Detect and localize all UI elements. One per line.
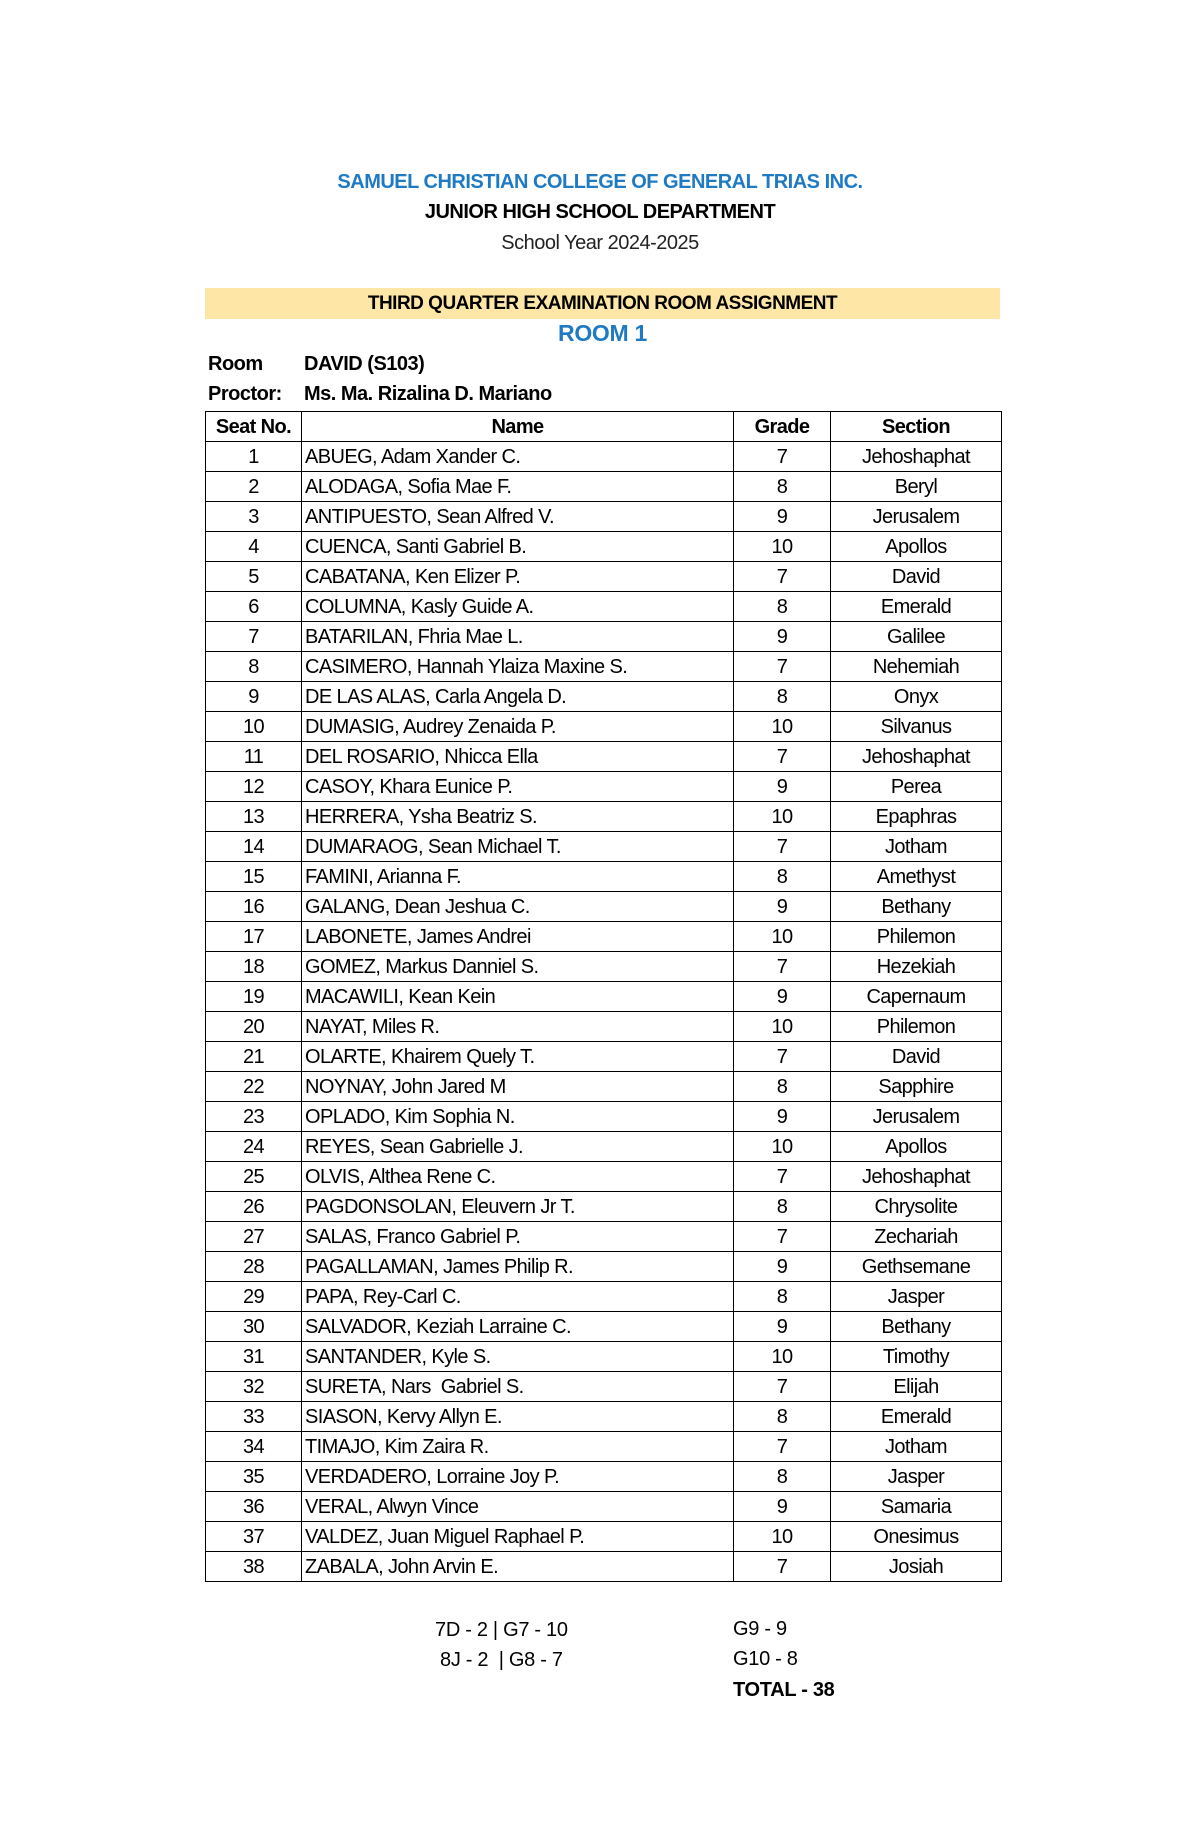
section-cell: Samaria xyxy=(831,1492,1002,1522)
seat-cell: 21 xyxy=(206,1042,302,1072)
section-cell: Timothy xyxy=(831,1342,1002,1372)
section-cell: Philemon xyxy=(831,1012,1002,1042)
seat-cell: 6 xyxy=(206,592,302,622)
seat-cell: 20 xyxy=(206,1012,302,1042)
seat-cell: 4 xyxy=(206,532,302,562)
room-label: ROOM 1 xyxy=(558,320,647,346)
grade-cell: 8 xyxy=(734,682,831,712)
seat-cell: 24 xyxy=(206,1132,302,1162)
grade-cell: 7 xyxy=(734,1432,831,1462)
seat-cell: 5 xyxy=(206,562,302,592)
seat-cell: 11 xyxy=(206,742,302,772)
name-cell: PAPA, Rey-Carl C. xyxy=(302,1282,734,1312)
table-row xyxy=(206,892,1002,922)
grade-cell: 10 xyxy=(734,712,831,742)
column-header-seat: Seat No. xyxy=(206,412,302,442)
section-cell: Beryl xyxy=(831,472,1002,502)
section-cell: Bethany xyxy=(831,892,1002,922)
room-value: DAVID (S103) xyxy=(304,353,425,375)
name-cell: OLVIS, Althea Rene C. xyxy=(302,1162,734,1192)
table-row xyxy=(206,1462,1002,1492)
grade-cell: 8 xyxy=(734,1072,831,1102)
proctor-key: Proctor: xyxy=(208,383,282,405)
name-cell: DEL ROSARIO, Nhicca Ella xyxy=(302,742,734,772)
seat-cell: 12 xyxy=(206,772,302,802)
name-cell: CASIMERO, Hannah Ylaiza Maxine S. xyxy=(302,652,734,682)
seat-cell: 29 xyxy=(206,1282,302,1312)
seat-cell: 19 xyxy=(206,982,302,1012)
name-cell: OPLADO, Kim Sophia N. xyxy=(302,1102,734,1132)
seat-cell: 3 xyxy=(206,502,302,532)
table-row xyxy=(206,442,1002,472)
table-row xyxy=(206,922,1002,952)
section-cell: Jasper xyxy=(831,1462,1002,1492)
grade-cell: 7 xyxy=(734,1162,831,1192)
section-cell: Bethany xyxy=(831,1312,1002,1342)
table-row xyxy=(206,1282,1002,1312)
name-cell: GALANG, Dean Jeshua C. xyxy=(302,892,734,922)
grade-cell: 8 xyxy=(734,592,831,622)
table-row xyxy=(206,982,1002,1012)
seat-cell: 37 xyxy=(206,1522,302,1552)
section-cell: Galilee xyxy=(831,622,1002,652)
section-cell: Jehoshaphat xyxy=(831,442,1002,472)
section-cell: Jerusalem xyxy=(831,1102,1002,1132)
seating-table xyxy=(205,411,1002,1582)
table-row xyxy=(206,1012,1002,1042)
name-cell: PAGALLAMAN, James Philip R. xyxy=(302,1252,734,1282)
grade-cell: 7 xyxy=(734,952,831,982)
grade-cell: 10 xyxy=(734,532,831,562)
grade-cell: 7 xyxy=(734,742,831,772)
name-cell: CABATANA, Ken Elizer P. xyxy=(302,562,734,592)
section-cell: Emerald xyxy=(831,1402,1002,1432)
table-row xyxy=(206,652,1002,682)
seat-cell: 28 xyxy=(206,1252,302,1282)
seat-cell: 7 xyxy=(206,622,302,652)
section-cell: Philemon xyxy=(831,922,1002,952)
table-row xyxy=(206,682,1002,712)
seat-cell: 34 xyxy=(206,1432,302,1462)
room-key: Room xyxy=(208,353,263,375)
table-row xyxy=(206,1402,1002,1432)
proctor-info xyxy=(208,383,552,406)
summary-right-line-1: G9 - 9 xyxy=(733,1618,787,1640)
name-cell: CUENCA, Santi Gabriel B. xyxy=(302,532,734,562)
name-cell: TIMAJO, Kim Zaira R. xyxy=(302,1432,734,1462)
table-header-row xyxy=(206,412,1002,442)
name-cell: DE LAS ALAS, Carla Angela D. xyxy=(302,682,734,712)
name-cell: VALDEZ, Juan Miguel Raphael P. xyxy=(302,1522,734,1552)
room-info xyxy=(208,353,424,376)
grade-cell: 10 xyxy=(734,1132,831,1162)
table-row xyxy=(206,802,1002,832)
section-cell: Chrysolite xyxy=(831,1192,1002,1222)
seat-cell: 17 xyxy=(206,922,302,952)
seat-cell: 27 xyxy=(206,1222,302,1252)
grade-cell: 9 xyxy=(734,1102,831,1132)
seat-cell: 1 xyxy=(206,442,302,472)
table-row xyxy=(206,1492,1002,1522)
section-cell: Apollos xyxy=(831,1132,1002,1162)
seat-cell: 36 xyxy=(206,1492,302,1522)
name-cell: SURETA, Nars Gabriel S. xyxy=(302,1372,734,1402)
grade-cell: 7 xyxy=(734,1222,831,1252)
seat-cell: 13 xyxy=(206,802,302,832)
name-cell: ABUEG, Adam Xander C. xyxy=(302,442,734,472)
grade-cell: 10 xyxy=(734,922,831,952)
table-row xyxy=(206,532,1002,562)
name-cell: SALVADOR, Keziah Larraine C. xyxy=(302,1312,734,1342)
name-cell: HERRERA, Ysha Beatriz S. xyxy=(302,802,734,832)
table-row xyxy=(206,1342,1002,1372)
grade-cell: 7 xyxy=(734,832,831,862)
grade-cell: 9 xyxy=(734,892,831,922)
section-cell: Zechariah xyxy=(831,1222,1002,1252)
summary-right-line-2: G10 - 8 xyxy=(733,1648,798,1670)
seat-cell: 16 xyxy=(206,892,302,922)
name-cell: PAGDONSOLAN, Eleuvern Jr T. xyxy=(302,1192,734,1222)
seat-cell: 32 xyxy=(206,1372,302,1402)
name-cell: VERAL, Alwyn Vince xyxy=(302,1492,734,1522)
name-cell: FAMINI, Arianna F. xyxy=(302,862,734,892)
exam-title-banner: THIRD QUARTER EXAMINATION ROOM ASSIGNMENT xyxy=(205,288,1000,319)
grade-cell: 7 xyxy=(734,1552,831,1582)
section-cell: Jehoshaphat xyxy=(831,742,1002,772)
grade-cell: 9 xyxy=(734,622,831,652)
grade-cell: 9 xyxy=(734,1252,831,1282)
name-cell: COLUMNA, Kasly Guide A. xyxy=(302,592,734,622)
table-row xyxy=(206,622,1002,652)
column-header-grade: Grade xyxy=(734,412,831,442)
table-row xyxy=(206,862,1002,892)
grade-cell: 7 xyxy=(734,652,831,682)
table-row xyxy=(206,1252,1002,1282)
table-row xyxy=(206,562,1002,592)
section-cell: Apollos xyxy=(831,532,1002,562)
seat-cell: 26 xyxy=(206,1192,302,1222)
section-cell: Sapphire xyxy=(831,1072,1002,1102)
table-row xyxy=(206,772,1002,802)
grade-cell: 10 xyxy=(734,1522,831,1552)
seat-cell: 9 xyxy=(206,682,302,712)
name-cell: ANTIPUESTO, Sean Alfred V. xyxy=(302,502,734,532)
grade-cell: 8 xyxy=(734,1462,831,1492)
section-cell: Jerusalem xyxy=(831,502,1002,532)
seat-cell: 18 xyxy=(206,952,302,982)
grade-cell: 10 xyxy=(734,1342,831,1372)
name-cell: SANTANDER, Kyle S. xyxy=(302,1342,734,1372)
section-cell: Onyx xyxy=(831,682,1002,712)
seat-cell: 25 xyxy=(206,1162,302,1192)
section-cell: Jotham xyxy=(831,832,1002,862)
section-cell: David xyxy=(831,562,1002,592)
name-cell: ZABALA, John Arvin E. xyxy=(302,1552,734,1582)
seat-cell: 2 xyxy=(206,472,302,502)
grade-cell: 9 xyxy=(734,1312,831,1342)
table-row xyxy=(206,1102,1002,1132)
name-cell: GOMEZ, Markus Danniel S. xyxy=(302,952,734,982)
seat-cell: 15 xyxy=(206,862,302,892)
name-cell: ALODAGA, Sofia Mae F. xyxy=(302,472,734,502)
name-cell: BATARILAN, Fhria Mae L. xyxy=(302,622,734,652)
section-cell: Elijah xyxy=(831,1372,1002,1402)
section-cell: Jotham xyxy=(831,1432,1002,1462)
table-row xyxy=(206,592,1002,622)
seat-cell: 31 xyxy=(206,1342,302,1372)
name-cell: OLARTE, Khairem Quely T. xyxy=(302,1042,734,1072)
seat-cell: 23 xyxy=(206,1102,302,1132)
grade-cell: 7 xyxy=(734,1042,831,1072)
name-cell: NOYNAY, John Jared M xyxy=(302,1072,734,1102)
table-row xyxy=(206,1522,1002,1552)
table-row xyxy=(206,472,1002,502)
table-row xyxy=(206,832,1002,862)
grade-cell: 8 xyxy=(734,472,831,502)
table-row xyxy=(206,1432,1002,1462)
column-header-name: Name xyxy=(302,412,734,442)
grade-cell: 10 xyxy=(734,1012,831,1042)
section-cell: Gethsemane xyxy=(831,1252,1002,1282)
seat-cell: 35 xyxy=(206,1462,302,1492)
table-row xyxy=(206,742,1002,772)
seat-cell: 8 xyxy=(206,652,302,682)
grade-cell: 9 xyxy=(734,1492,831,1522)
section-cell: Silvanus xyxy=(831,712,1002,742)
name-cell: VERDADERO, Lorraine Joy P. xyxy=(302,1462,734,1492)
section-cell: Amethyst xyxy=(831,862,1002,892)
summary-left-line-2: 8J - 2 | G8 - 7 xyxy=(440,1649,563,1671)
grade-cell: 8 xyxy=(734,862,831,892)
table-row xyxy=(206,712,1002,742)
section-cell: Onesimus xyxy=(831,1522,1002,1552)
grade-cell: 7 xyxy=(734,1372,831,1402)
grade-cell: 8 xyxy=(734,1402,831,1432)
table-row xyxy=(206,1042,1002,1072)
school-name: SAMUEL CHRISTIAN COLLEGE OF GENERAL TRIAS INC. xyxy=(337,171,863,193)
grade-cell: 9 xyxy=(734,502,831,532)
summary-left-line-1: 7D - 2 | G7 - 10 xyxy=(435,1619,568,1641)
seat-cell: 10 xyxy=(206,712,302,742)
name-cell: CASOY, Khara Eunice P. xyxy=(302,772,734,802)
name-cell: MACAWILI, Kean Kein xyxy=(302,982,734,1012)
grade-cell: 7 xyxy=(734,442,831,472)
name-cell: REYES, Sean Gabrielle J. xyxy=(302,1132,734,1162)
seat-cell: 14 xyxy=(206,832,302,862)
section-cell: David xyxy=(831,1042,1002,1072)
seat-cell: 22 xyxy=(206,1072,302,1102)
seat-cell: 38 xyxy=(206,1552,302,1582)
name-cell: DUMARAOG, Sean Michael T. xyxy=(302,832,734,862)
section-cell: Perea xyxy=(831,772,1002,802)
table-row xyxy=(206,1222,1002,1252)
table-row xyxy=(206,1072,1002,1102)
section-cell: Capernaum xyxy=(831,982,1002,1012)
table-row xyxy=(206,1312,1002,1342)
section-cell: Hezekiah xyxy=(831,952,1002,982)
seat-cell: 30 xyxy=(206,1312,302,1342)
table-row xyxy=(206,1552,1002,1582)
section-cell: Jehoshaphat xyxy=(831,1162,1002,1192)
grade-cell: 8 xyxy=(734,1192,831,1222)
section-cell: Emerald xyxy=(831,592,1002,622)
grade-cell: 8 xyxy=(734,1282,831,1312)
grade-cell: 9 xyxy=(734,772,831,802)
table-row xyxy=(206,952,1002,982)
seat-cell: 33 xyxy=(206,1402,302,1432)
name-cell: LABONETE, James Andrei xyxy=(302,922,734,952)
name-cell: DUMASIG, Audrey Zenaida P. xyxy=(302,712,734,742)
proctor-value: Ms. Ma. Rizalina D. Mariano xyxy=(304,383,552,405)
table-row xyxy=(206,1162,1002,1192)
section-cell: Jasper xyxy=(831,1282,1002,1312)
table-row xyxy=(206,1132,1002,1162)
school-year: School Year 2024-2025 xyxy=(501,232,699,254)
name-cell: SALAS, Franco Gabriel P. xyxy=(302,1222,734,1252)
department-name: JUNIOR HIGH SCHOOL DEPARTMENT xyxy=(424,201,776,223)
name-cell: NAYAT, Miles R. xyxy=(302,1012,734,1042)
section-cell: Josiah xyxy=(831,1552,1002,1582)
section-cell: Nehemiah xyxy=(831,652,1002,682)
table-row xyxy=(206,1372,1002,1402)
section-cell: Epaphras xyxy=(831,802,1002,832)
column-header-section: Section xyxy=(831,412,1002,442)
summary-total: TOTAL - 38 xyxy=(733,1679,835,1701)
grade-cell: 10 xyxy=(734,802,831,832)
grade-cell: 9 xyxy=(734,982,831,1012)
table-row xyxy=(206,502,1002,532)
grade-cell: 7 xyxy=(734,562,831,592)
table-row xyxy=(206,1192,1002,1222)
name-cell: SIASON, Kervy Allyn E. xyxy=(302,1402,734,1432)
